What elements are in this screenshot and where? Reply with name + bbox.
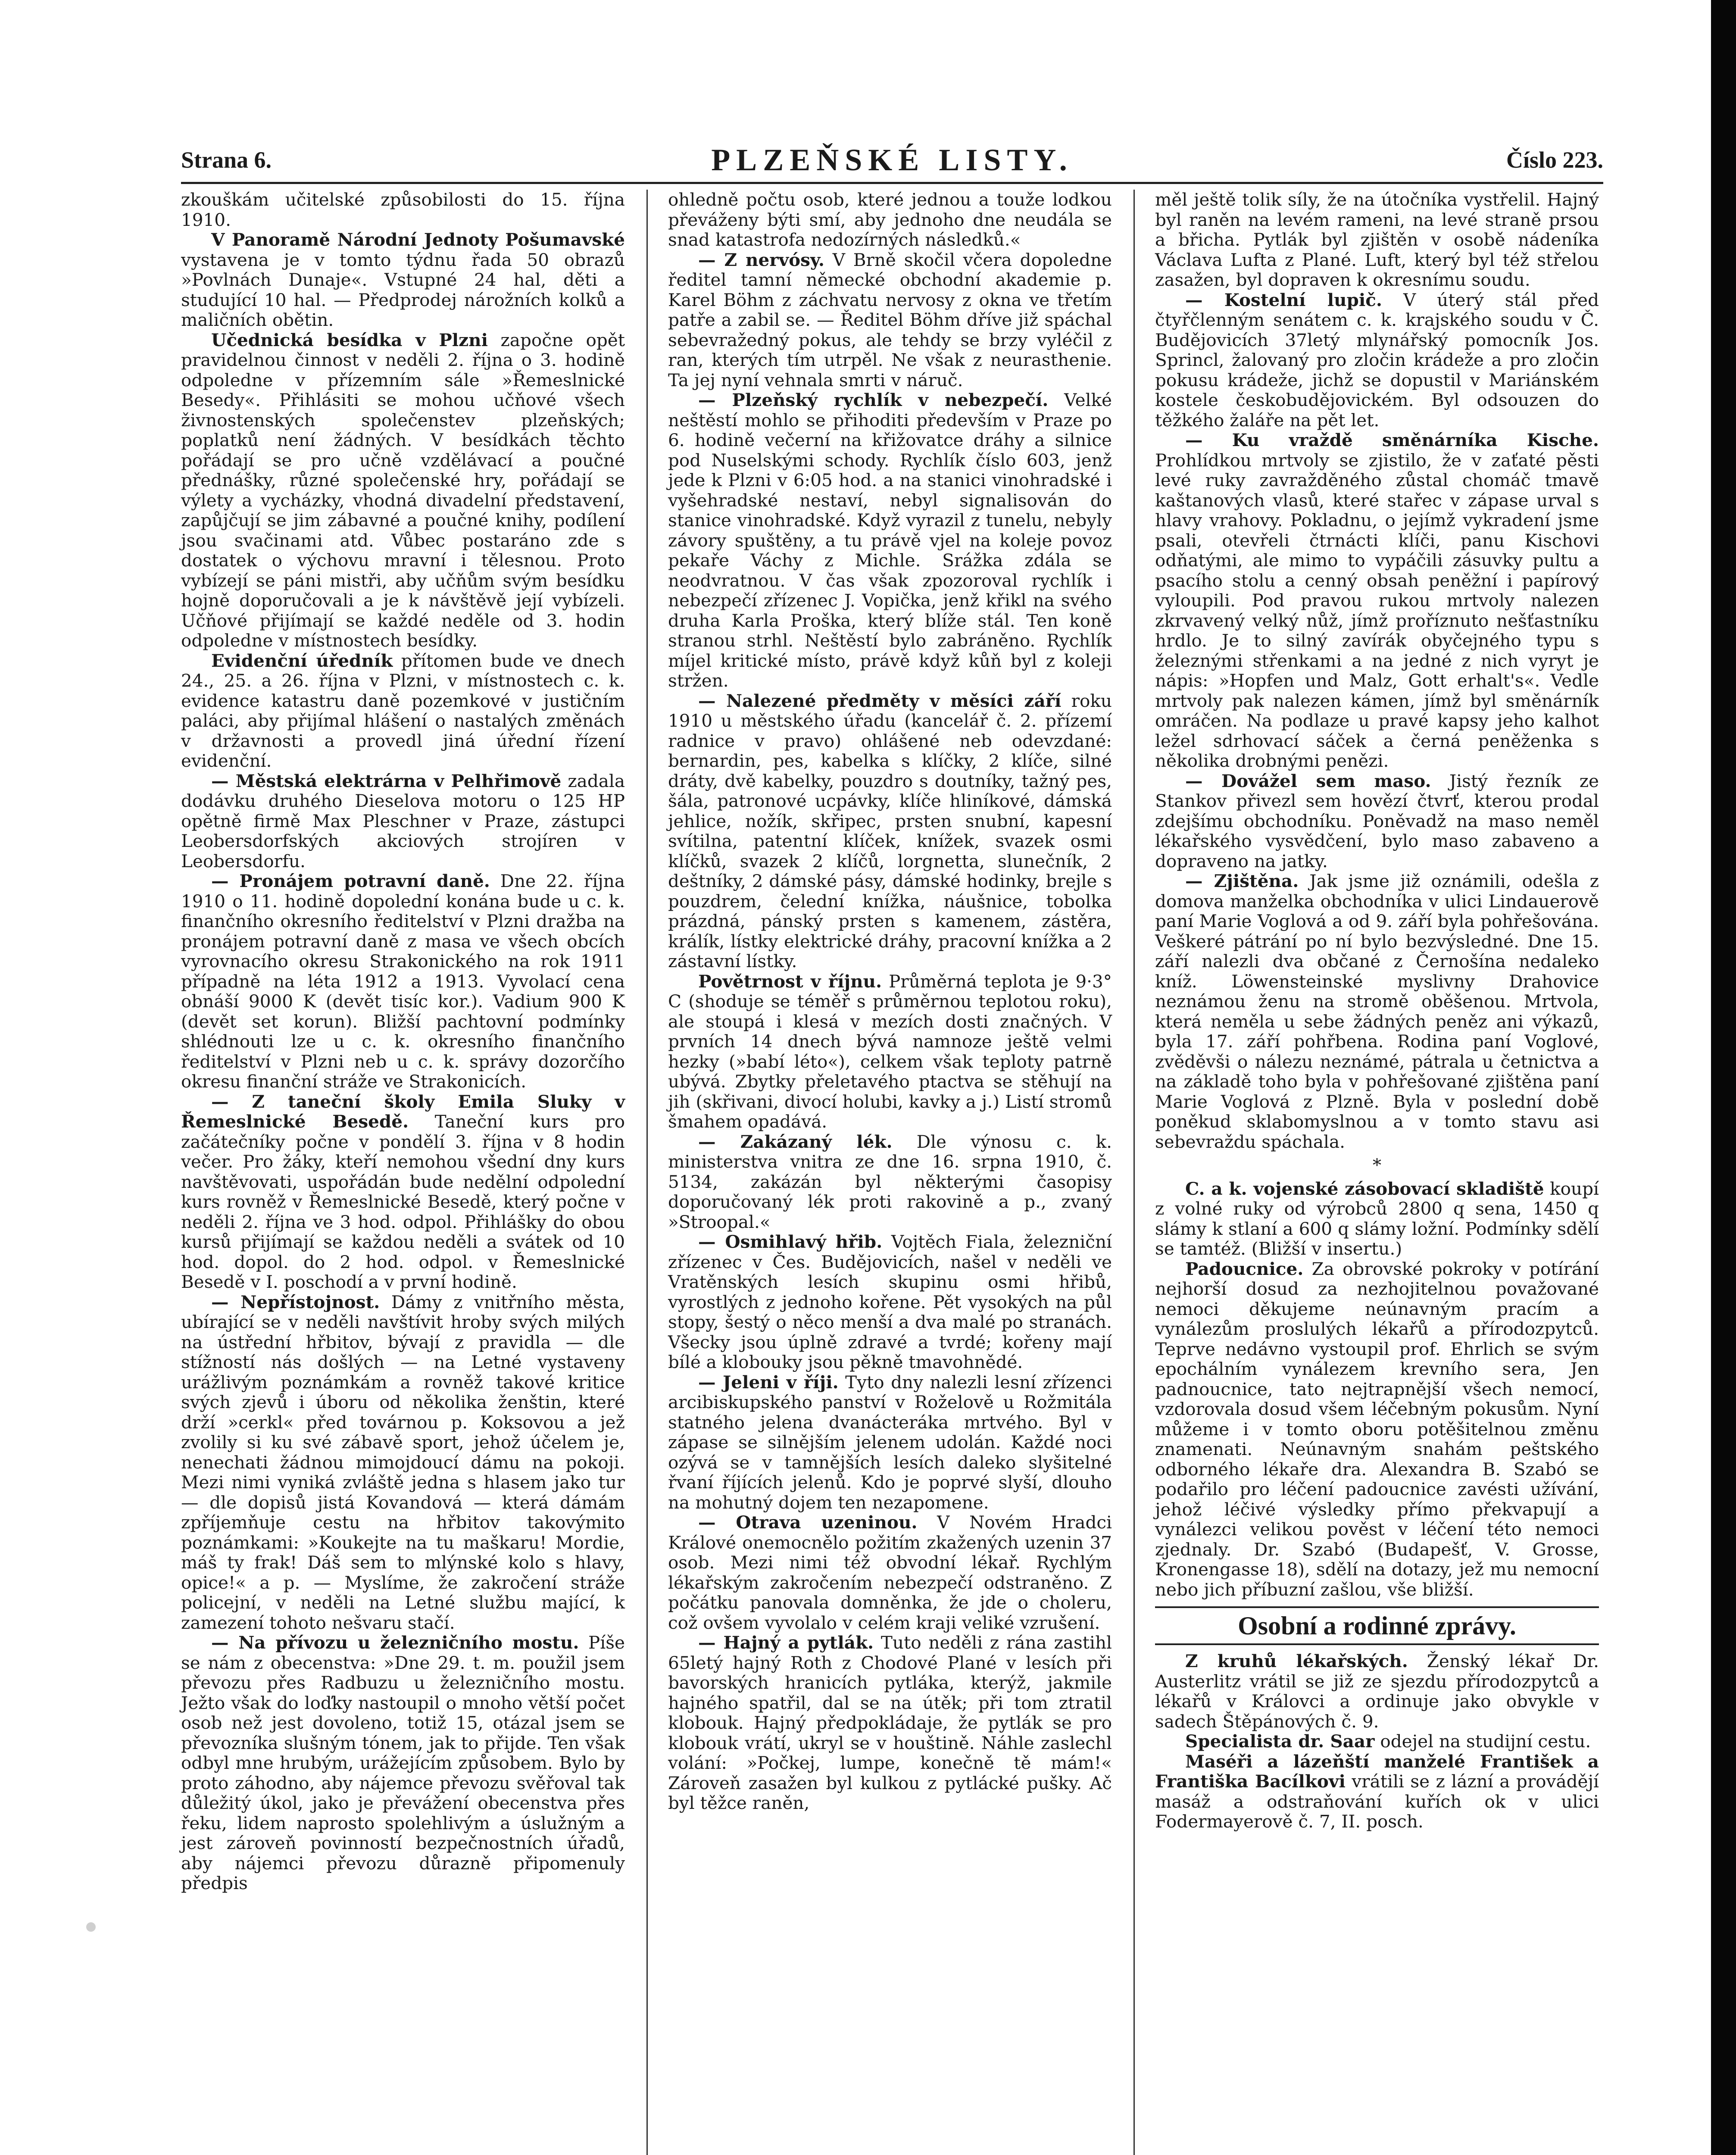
article-paragraph (668, 971, 1112, 1132)
article-text: V úterý stál před čtyřčlenným senátem c. k. krajského soudu v Č. Budějovicích 37letý mlynářský pomocník Jos. Sprincl, žalovaný pro zločin krádeže a pro zločin pokusu krádeže, jichž se dopustil v Mariánském kostele českobudějovickém. Byl odsouzen do těžkého žaláře na pět let. (1155, 289, 1599, 431)
article-paragraph (181, 190, 625, 230)
article-text: zkouškám učitelské způsobilosti do 15. října 1910. (181, 189, 625, 230)
article-headline: — Otrava uzeninou. (698, 1512, 918, 1533)
scan-speck (86, 1922, 96, 1932)
article-headline: — Pronájem potravní daně. (211, 871, 490, 891)
article-paragraph (181, 230, 625, 330)
article-paragraph (181, 771, 625, 871)
article-text: Jak jsme již oznámili, odešla z domova manželka obchodníka v ulici Lindauerově paní Marie Voglová a od 9. září byla pohřešována. Veškeré pátrání po ní bylo bezvýsledné. Dne 15. září nalezli dva občané z Černošína nedaleko kníž. Löwensteinské myslivny Drahovice neznámou ženu na stromě oběšenou. Mrtvola, která neměla u sebe žádných peněz ani výkazů, byla 17. září pohřbena. Rodina paní Voglové, zvěděvši o nálezu neznámé, pátrala u četnictva a na základě toho byla v pohřešované zjištěna paní Marie Voglová z Plzně. Byla v poslední době poněkud sklabomyslnou a v tomto stavu asi sebevraždu spáchala. (1155, 871, 1599, 1152)
column-2 (668, 190, 1112, 1813)
article-paragraph (668, 1512, 1112, 1633)
article-paragraph (1155, 1259, 1599, 1600)
column-divider (1133, 190, 1135, 2155)
article-headline: — Hajný a pytlák. (698, 1632, 874, 1653)
article-text: započne opět pravidelnou činnost v neděli 2. října o 3. hodině odpoledne v přízemním sále »Řemeslnické Besedy«. Přihlásiti se mohou učňové všech živnostenských společenstev plzeňských; poplatků není žádných. V besídkách těchto pořádají se pro učně vzdělávací a poučné přednášky, různé společenské hry, pořádají se výlety a vycházky, vhodná divadelní představení, zapůjčují se jim zábavné a poučné knihy, podílení jsou svačinami atd. Vůbec postaráno zde s dostatek o výchovu mravní i tělesnou. Proto vybízejí se páni mistři, aby učňům svým besídku hojně doporučovali a je k návštěvě její vybízeli. Učňové přijímají se každé neděle od 3. hodin odpoledne v místnostech besídky. (181, 329, 625, 651)
scan-dark-edge (1711, 0, 1736, 2155)
article-text: Taneční kurs pro začátečníky počne v pondělí 3. října v 8 hodin večer. Pro žáky, kteří nemohou všední dny kurs navštěvovati, uspořádán bude nedělní odpolední kurs rovněž v Řemeslnické Besedě, který počne v neděli 2. října ve 3 hod. odpol. Přihlášky do obou kursů přijímají se každou neděli a svátek od 10 hod. dopol. do 2 hod. odpol. v Řemeslnické Besedě v I. poschodí a v první hodině. (181, 1111, 625, 1292)
article-paragraph (1155, 871, 1599, 1152)
article-paragraph (1155, 1731, 1599, 1752)
article-paragraph (668, 390, 1112, 691)
article-headline: — Z nervósy. (698, 249, 824, 270)
article-paragraph (181, 330, 625, 651)
article-text: Vojtěch Fiala, železniční zřízenec v Čes. Budějovicích, našel v neděli ve Vratěnských lesích skupinu osmi hřibů, vyrostlých z jednoho kořene. Pět vysokých na půl stopy, šestý o něco menší a dva malé po stranách. Všecky jsou úplně zdravé a tvrdé; kořeny mají bílé a klobouky jsou pěkně tmavohnědé. (668, 1231, 1112, 1372)
column-1 (181, 190, 625, 1893)
article-text: Ženský lékař Dr. Austerlitz vrátil se již ze sjezdu přírodozpytců a lékařů v Královci a ordinuje jako obvykle v sadech Štěpánových č. 9. (1155, 1651, 1599, 1732)
article-text: přítomen bude ve dnech 24., 25. a 26. října v Plzni, v místnostech c. k. evidence katastru daně pozemkové v justičním paláci, aby přijímal hlášení o nastalých změnách v državnosti a provedl jiná úřední řízení evidenční. (181, 650, 625, 771)
article-paragraph (1155, 1651, 1599, 1731)
article-text: roku 1910 u městského úřadu (kancelář č. 2. přízemí radnice v pravo) ohlášené neb odevzdané: bernardin, pes, kabelka s klíčky, 2 klíče, silné dráty, dvě kabelky, pouzdro s doutníky, tažný pes, šála, patronové ucpávky, klíče hliníkové, dámská jehlice, nožík, skřipec, prsten snubní, kapesní svítilna, patentní klíček, knížek, svazek osmi klíčků, svazek 2 klíčů, lorgnetta, slunečník, 2 deštníky, 2 dámské pásy, dámské hodinky, brejle s pouzdrem, čelední knížka, náušnice, tobolka prázdná, pánský prsten s kamenem, zástěra, králík, lístky elektrické dráhy, pracovní knížka a 2 zástavní lístky. (668, 690, 1112, 971)
article-paragraph (181, 1292, 625, 1633)
article-headline: — Zakázaný lék. (698, 1131, 893, 1152)
article-headline: — Plzeňský rychlík v nebezpečí. (698, 390, 1049, 410)
article-headline: — Nepřístojnost. (211, 1291, 380, 1312)
article-headline: C. a k. vojenské zásobovací skladiště (1185, 1178, 1544, 1199)
article-headline: — Nalezené předměty v měsíci září (698, 690, 1062, 711)
article-text: Tyto dny nalezli lesní zřízenci arcibiskupského panství v Roželově u Rožmitála statného jelena dvanácteráka mrtvého. Byl v zápase se silnějším jelenem udolán. Každé noci ozývá se v tamnějších lesích daleko slyšitelné řvaní říjících jelenů. Kdo je poprvé slyší, dlouho na mohutný dojem ten nezapomene. (668, 1371, 1112, 1513)
masthead-title: PLZEŇSKÉ LISTY. (711, 143, 1073, 177)
article-text: V Brně skočil včera dopoledne ředitel tamní německé obchodní akademie p. Karel Böhm z záchvatu nervosy z okna ve třetím patře a zabil se. — Ředitel Böhm dříve již spáchal sebevražedný pokus, ale tehdy se brzy vyléčil z ran, kterých tím utrpěl. Ne však z neurasthenie. Ta jej nyní vehnala smrti v náruč. (668, 249, 1112, 390)
article-headline: — Zjištěna. (1185, 871, 1299, 891)
article-text: Průměrná teplota je 9·3° C (shoduje se téměř s průměrnou teplotou roku), ale stoupá i klesá v mezích dosti značných. V prvních 14 dnech bývá namnoze ještě velmi hezky (»babí léto«), celkem však teploty patrně ubývá. Zbytky přeletavého ptactva se stěhují na jih (skřivani, divocí holubi, kavky a j.) Listí stromů šmahem opadává. (668, 971, 1112, 1132)
article-headline: — Kostelní lupič. (1185, 289, 1382, 310)
article-headline: Povětrnost v říjnu. (698, 971, 882, 992)
article-paragraph (668, 691, 1112, 971)
header-rule (181, 182, 1603, 184)
article-headline: — Ku vraždě směnárníka Kische. (1185, 430, 1599, 450)
article-text: Dne 22. října 1910 o 11. hodině dopolední konána bude u c. k. finančního okresního ředitelství v Plzni dražba na pronájem potravní daně z masa ve všech obcích vyrovnacího okresu Strakonického na rok 1911 případně na léta 1912 a 1913. Vyvolací cena obnáší 9000 K (devět tisíc kor.). Vadium 900 K (devět set korun). Bližší pachtovní podmínky shlédnouti lze u c. k. okresního finančního ředitelství v Plzni neb u c. k. správy dozorčího okresu finanční stráže ve Strakonicích. (181, 871, 625, 1092)
article-text: měl ještě tolik síly, že na útočníka vystřelil. Hajný byl raněn na levém rameni, na levé straně prsou a břicha. Pytlák byl zjištěn v osobě nádeníka Václava Lufta z Plané. Luft, který byl též střelou zasažen, byl dopraven k okresnímu soudu. (1155, 189, 1599, 290)
article-text: Píše se nám z obecenstva: »Dne 29. t. m. použil jsem převozu přes Radbuzu u železničního mostu. Ježto však do loďky nastoupil o mnoho větší počet osob než jest dovoleno, totiž 15, otázal jsem se převozníka slušným tónem, jak to přijde. Ten však odbyl mne hrubým, urážejícím způsobem. Bylo by proto záhodno, aby nájemce převozu svěřoval tak důležitý úkol, jako je převážení obecenstva přes řeku, lidem naprosto spolehlivým a úslužným a jest zároveň povinností bezpečnostních úřadů, aby nájemci převozu důrazně připomenuly předpis (181, 1632, 625, 1893)
article-paragraph (668, 190, 1112, 250)
article-headline: Učednická besídka v Plzni (211, 329, 488, 350)
article-text: Jistý řezník ze Stankov přivezl sem hovězí čtvrť, kterou prodal zdejšímu obchodníku. Poněvadž na maso neměl lékařského vysvědčení, bylo maso zabaveno a dopraveno na jatky. (1155, 770, 1599, 871)
article-headline: — Jeleni v říji. (698, 1371, 839, 1393)
article-text: V Novém Hradci Králové onemocnělo požitím zkažených uzenin 37 osob. Mezi nimi též obvodní lékař. Rychlým lékařským zakročením nebezpečí odstraněno. Z počátku panovala domněnka, že jde o choleru, což ovšem vyvolalo v celém kraji veliké vzrušení. (668, 1512, 1112, 1633)
article-paragraph (181, 871, 625, 1092)
article-headline: Specialista dr. Saar (1185, 1731, 1375, 1752)
article-paragraph (181, 1633, 625, 1893)
article-text: Tuto neděli z rána zastihl 65letý hajný Roth z Chodové Plané v lesích při bavorských hranicích pytláka, kterýž, jakmile hajného spatřil, dal se na útěk; při tom ztratil klobouk. Hajný předpokládaje, že pytlák se pro klobouk vrátí, ukryl se v houštině. Náhle zaslechl volání: »Počkej, lumpe, konečně tě mám!« Zároveň zasažen byl kulkou z pytlácké pušky. Ač byl těžce raněn, (668, 1632, 1112, 1813)
column-3 (1155, 190, 1599, 1832)
section-heading: Osobní a rodinné zprávy. (1155, 1606, 1599, 1645)
article-headline: Padoucnice. (1185, 1258, 1304, 1279)
separator-star: * (1372, 1155, 1382, 1175)
article-text: vrátili se z lázní a provádějí masáž a odstraňování kuřích ok v ulici Fodermayerově č. 7, II. posch. (1155, 1771, 1599, 1832)
article-headline: — Z taneční školy Emila Sluky v Řemeslnické Besedě. (181, 1091, 625, 1132)
article-headline: — Dovážel sem maso. (1185, 770, 1431, 791)
article-paragraph (1155, 771, 1599, 871)
article-paragraph (668, 1372, 1112, 1513)
page-number: Strana 6. (181, 147, 272, 173)
article-paragraph (1155, 1752, 1599, 1832)
article-headline: — Městská elektrárna v Pelhřimově (211, 770, 562, 791)
column-divider (646, 190, 648, 2155)
article-headline: Maséři a lázeňští manželé František a Františka Bacílkovi (1155, 1751, 1599, 1792)
article-paragraph (181, 651, 625, 771)
article-headline: — Osmihlavý hřib. (698, 1231, 883, 1252)
article-text: ohledně počtu osob, které jednou a touže lodkou převáženy býti smí, aby jednoho dne neudála se snad katastrofa nedozírných následků.« (668, 189, 1112, 250)
article-headline: V Panoramě Národní Jednoty Pošumavské (211, 229, 625, 250)
article-text: Dámy z vnitřního města, ubírající se v neděli navštívit hroby svých milých na ústřední hřbitov, bývají z pravidla — dle stížností nás došlých — na Letné vystaveny urážlivým poznámkám a rovněž takové kritice svých zjevů i úboru od několika ženštin, které drží »cerkl« před továrnou p. Koksovou a jež zvolily si ku své zábavě sport, jehož účelem je, nenechati žádnou mimojdoucí dámu na pokoji. Mezi nimi vyniká zvláště jedna s hlasem jako tur — dle dopisů jistá Kovandová — která dámám zpříjemňuje cestu na hřbitov takovýmito poznámkami: »Koukejte na tu maškaru! Mordie, máš ty frak! Dáš sem to mlýnské kolo s hlavy, opice!« a p. — Myslíme, že zakročení stráže policejní, v neděli na Letné službu mající, k zamezení tohoto nešvaru stačí. (181, 1291, 625, 1633)
article-paragraph (181, 1092, 625, 1292)
article-text: koupí z volné ruky od výrobců 2800 q sena, 1450 q slámy k stlaní a 600 q slámy ložní. Podmínky sdělí se tamtéž. (Bližší v insertu.) (1155, 1178, 1599, 1259)
newspaper-page (181, 142, 1603, 2155)
article-paragraph (668, 1232, 1112, 1372)
article-paragraph (1155, 1179, 1599, 1259)
article-text: Prohlídkou mrtvoly se zjistilo, že v zaťaté pěsti levé ruky zavražděného zůstal chomáč tmavě kaštanových vlasů, které stařec v zápase urval s hlavy vrahovy. Pokladnu, o jejímž vykradení jsme psali, otevřeli čtrnácti klíči, panu Kischovi odňatými, ale mimo to vypáčili zásuvky pultu a psacího stolu a cenný obsah peněžní i papírový vyloupili. Pod pravou rukou mrtvoly nalezen zkrvavený velký nůž, jímž proříznuto nešťastníku hrdlo. Je to silný zavírák obyčejného typu s železnými střenkami a na jedné z nich vyryt je nápis: »Hopfen und Malz, Gott erhalt's«. Vedle mrtvoly pak nalezen kámen, jímž byl směnárník omráčen. Na podlaze u pravé kapsy jeho kalhot ležel sdrhovací sáček a černá peněženka s několika drobnými penězi. (1155, 450, 1599, 771)
issue-number: Číslo 223. (1506, 147, 1603, 173)
article-text: Dle výnosu c. k. ministerstva vnitra ze dne 16. srpna 1910, č. 5134, zakázán byl některými časopisy doporučovaný lék proti rakovině a p., zvaný »Stroopal.« (668, 1131, 1112, 1232)
article-paragraph (1155, 430, 1599, 771)
article-paragraph (668, 1132, 1112, 1232)
article-text: vystavena je v tomto týdnu řada 50 obrazů »Povlnách Dunaje«. Vstupné 24 hal, děti a studující 10 hal. — Předprodej nárožních kolků a maličních obětin. (181, 249, 625, 330)
article-paragraph (1155, 190, 1599, 290)
article-text: Velké neštěstí mohlo se přihoditi především v Praze po 6. hodině večerní na křižovatce dráhy a silnice pod Nuselskými schody. Rychlík číslo 603, jenž jede k Plzni v 6:05 hod. a na stanici vinohradské i vyšehradské nestaví, nebyl signalisován do stanice vinohradské. Když vyrazil z tunelu, nebyly závory spuštěny, a tu právě vjel na koleje povoz pekaře Váchy z Michle. Srážka zdála se neodvratnou. V čas však zpozoroval rychlík i nebezpečí zřízenec J. Vopička, jenž křikl na svého druha Karla Proška, který blíže stál. Ten koně stranou strhl. Neštěstí bylo zabráněno. Rychlík míjel kritické místo, právě když kůň byl z koleji stržen. (668, 390, 1112, 691)
article-text: Za obrovské pokroky v potírání nejhorší dosud za nezhojitelnou považované nemoci děkujeme neúnavným pracím a vynálezům proslulých lékařů a přírodozpytců. Teprve nedávno vystoupil prof. Ehrlich se svým epochálním vynálezem krevního sera, Jen padnoucnice, tato nejtrapnější všech nemocí, vzdorovala dosud všem léčebným pokusům. Nyní můžeme i v tomto oboru potěšitelnou změnu znamenati. Neúnavným snahám peštského odborného lékaře dra. Alexandra B. Szabó se podařilo pro léčení padoucnice zavésti užívání, jehož léčivé výsledky přímo překvapují a vynálezci velikou pověst v léčení této nemoci zjednaly. Dr. Szabó (Budapešť, V. Grosse, Kronengasse 18), sdělí na dotazy, jež mu nemocní nebo jich příbuzní zašlou, vše bližší. (1155, 1258, 1599, 1600)
article-headline: Z kruhů lékařských. (1185, 1651, 1408, 1671)
article-paragraph (668, 250, 1112, 390)
article-paragraph (1155, 290, 1599, 431)
article-paragraph (668, 1633, 1112, 1813)
page-header (181, 142, 1603, 177)
article-text: zadala dodávku druhého Dieselova motoru o 125 HP opětně firmě Max Pleschner v Praze, zástupci Leobersdorfských akciových strojíren v Leobersdorfu. (181, 770, 625, 871)
article-headline: Evidenční úředník (211, 650, 393, 671)
article-text: odejel na studijní cestu. (1380, 1731, 1591, 1752)
article-headline: — Na přívozu u železničního mostu. (211, 1632, 579, 1653)
